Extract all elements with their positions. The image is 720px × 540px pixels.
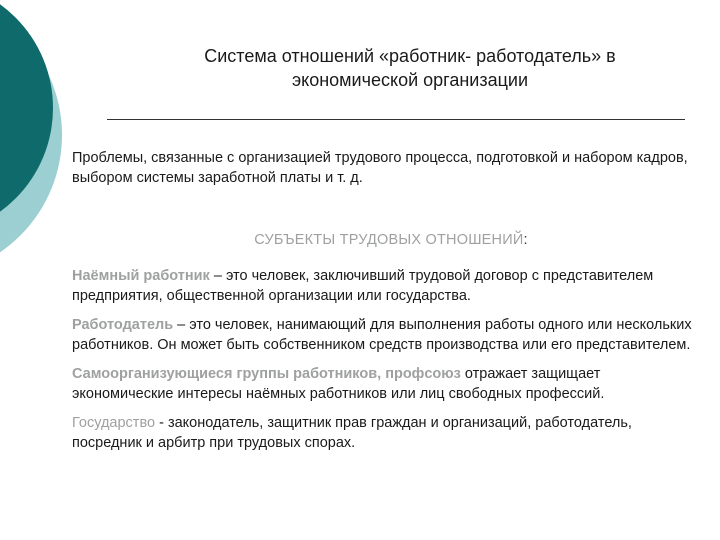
slide-body	[72, 148, 692, 453]
entry-text: – это человек, заключивший трудовой договор с представителем предприятия, общественной организации или государства.	[72, 268, 654, 304]
entry-text: – это человек, нанимающий для выполнения работы одного или нескольких работников. Он может быть собственником средств производства или его представителем.	[72, 317, 692, 353]
decorative-circles	[0, 0, 80, 300]
entry-text: отражает защищает экономические интересы наёмных работников или лиц свободных профессий.	[72, 366, 605, 402]
subheading-colon: :	[523, 232, 528, 248]
decorative-circles-graphic	[0, 0, 80, 300]
entry-term: Государство	[72, 415, 156, 431]
slide-title	[150, 44, 670, 92]
subheading-text: СУБЪЕКТЫ ТРУДОВЫХ ОТНОШЕНИЙ	[254, 232, 524, 248]
title-divider	[107, 119, 685, 120]
entry-employer	[72, 315, 692, 355]
entry-term: Наёмный работник	[72, 268, 210, 284]
entry-worker-groups	[72, 364, 692, 404]
entry-state	[72, 413, 692, 453]
entry-hired-worker	[72, 266, 692, 306]
subheading	[72, 230, 692, 250]
intro-paragraph: Проблемы, связанные с организацией трудового процесса, подготовкой и набором кадров, выбором системы заработной платы и т. д.	[72, 150, 688, 186]
slide-title-line-1: Система отношений «работник- работодатель» в	[204, 46, 616, 66]
entry-term: Самоорганизующиеся группы работников, профсоюз	[72, 366, 461, 382]
entry-text: - законодатель, защитник прав граждан и организаций, работодатель, посредник и арбитр при трудовых спорах.	[72, 415, 632, 451]
entry-term: Работодатель	[72, 317, 174, 333]
slide-title-line-2: экономической организации	[291, 70, 529, 90]
